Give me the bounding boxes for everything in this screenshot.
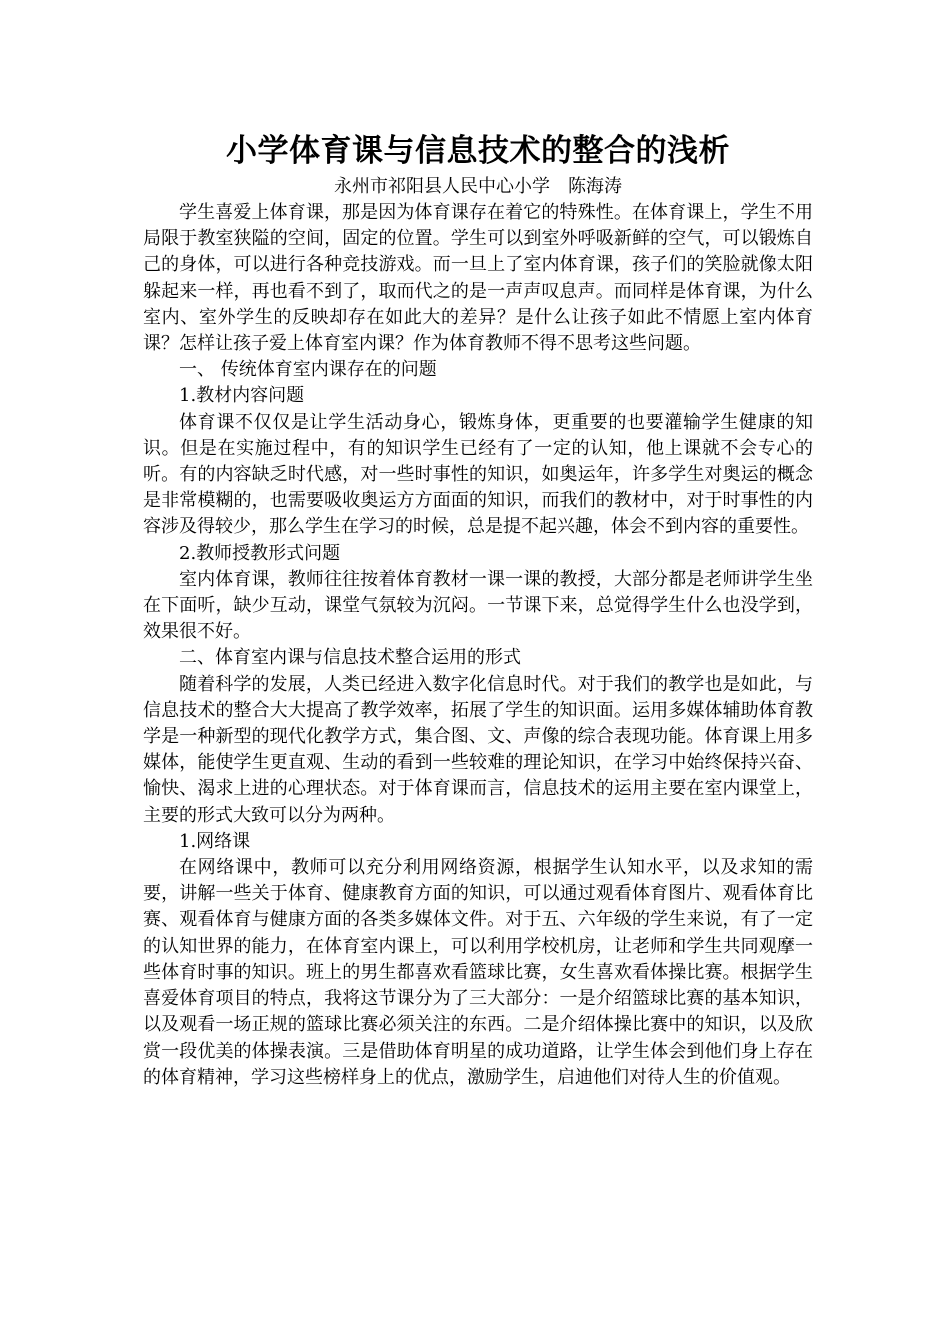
subheading-1-1: 1.教材内容问题 [179,385,305,407]
section-heading-1: 一、 传统体育室内课存在的问题 [179,359,437,381]
paragraph-intro: 学生喜爱上体育课，那是因为体育课存在着它的特殊性。在体育课上，学生不用局限于教室狭隘的空间，固定的位置。学生可以到室外呼吸新鲜的空气，可以锻炼自己的身体，可以进行各种竞技游戏。而一旦上了室内体育课，孩子们的笑脸就像太阳躲起来一样，再也看不到了，取而代之的是一声声叹息声。而同样是体育课，为什么室内、室外学生的反映却存在如此大的差异？是什么让孩子如此不情愿上室内体育课？怎样让孩子爱上体育室内课？作为体育教师不得不思考这些问题。 [143,202,813,355]
paragraph-2-1: 在网络课中，教师可以充分利用网络资源，根据学生认知水平，以及求知的需要，讲解一些关于体育、健康教育方面的知识，可以通过观看体育图片、观看体育比赛、观看体育与健康方面的各类多媒体文件。对于五、六年级的学生来说，有了一定的认知世界的能力，在体育室内课上，可以利用学校机房，让老师和学生共同观摩一些体育时事的知识。班上的男生都喜欢看篮球比赛，女生喜欢看体操比赛。根据学生喜爱体育项目的特点，我将这节课分为了三大部分：一是介绍篮球比赛的基本知识，以及观看一场正规的篮球比赛必须关注的东西。二是介绍体操比赛中的知识，以及欣赏一段优美的体操表演。三是借助体育明星的成功道路，让学生体会到他们身上存在的体育精神，学习这些榜样身上的优点，激励学生，启迪他们对待人生的价值观。 [143,857,813,1088]
paragraph-1-2: 室内体育课，教师往往按着体育教材一课一课的教授，大部分都是老师讲学生坐在下面听，缺少互动，课堂气氛较为沉闷。一节课下来，总觉得学生什么也没学到，效果很不好。 [143,568,813,643]
paragraph-1-1: 体育课不仅仅是让学生活动身心，锻炼身体，更重要的也要灌输学生健康的知识。但是在实施过程中，有的知识学生已经有了一定的认知，他上课就不会专心的听。有的内容缺乏时代感，对一些时事性的知识，如奥运年，许多学生对奥运的概念是非常模糊的，也需要吸收奥运方方面面的知识，而我们的教材中，对于时事性的内容涉及得较少，那么学生在学习的时候，总是提不起兴趣，体会不到内容的重要性。 [143,411,813,538]
author-line: 永州市祁阳县人民中心小学 陈海涛 [334,176,622,197]
section-heading-2: 二、体育室内课与信息技术整合运用的形式 [179,647,521,669]
subheading-2-1: 1.网络课 [179,830,251,852]
document-page [143,128,813,1091]
paragraph-2: 随着科学的发展，人类已经进入数字化信息时代。对于我们的教学也是如此，与信息技术的整合大大提高了教学效率，拓展了学生的知识面。运用多媒体辅助体育教学是一种新型的现代化教学方式，集合图、文、声像的综合表现功能。体育课上用多媒体，能使学生更直观、生动的看到一些较难的理论知识，在学习中始终保持兴奋、愉快、渴求上进的心理状态。对于体育课而言，信息技术的运用主要在室内课堂上，主要的形式大致可以分为两种。 [143,673,813,826]
document-title: 小学体育课与信息技术的整合的浅析 [226,133,730,169]
subheading-1-2: 2.教师授教形式问题 [179,542,341,564]
